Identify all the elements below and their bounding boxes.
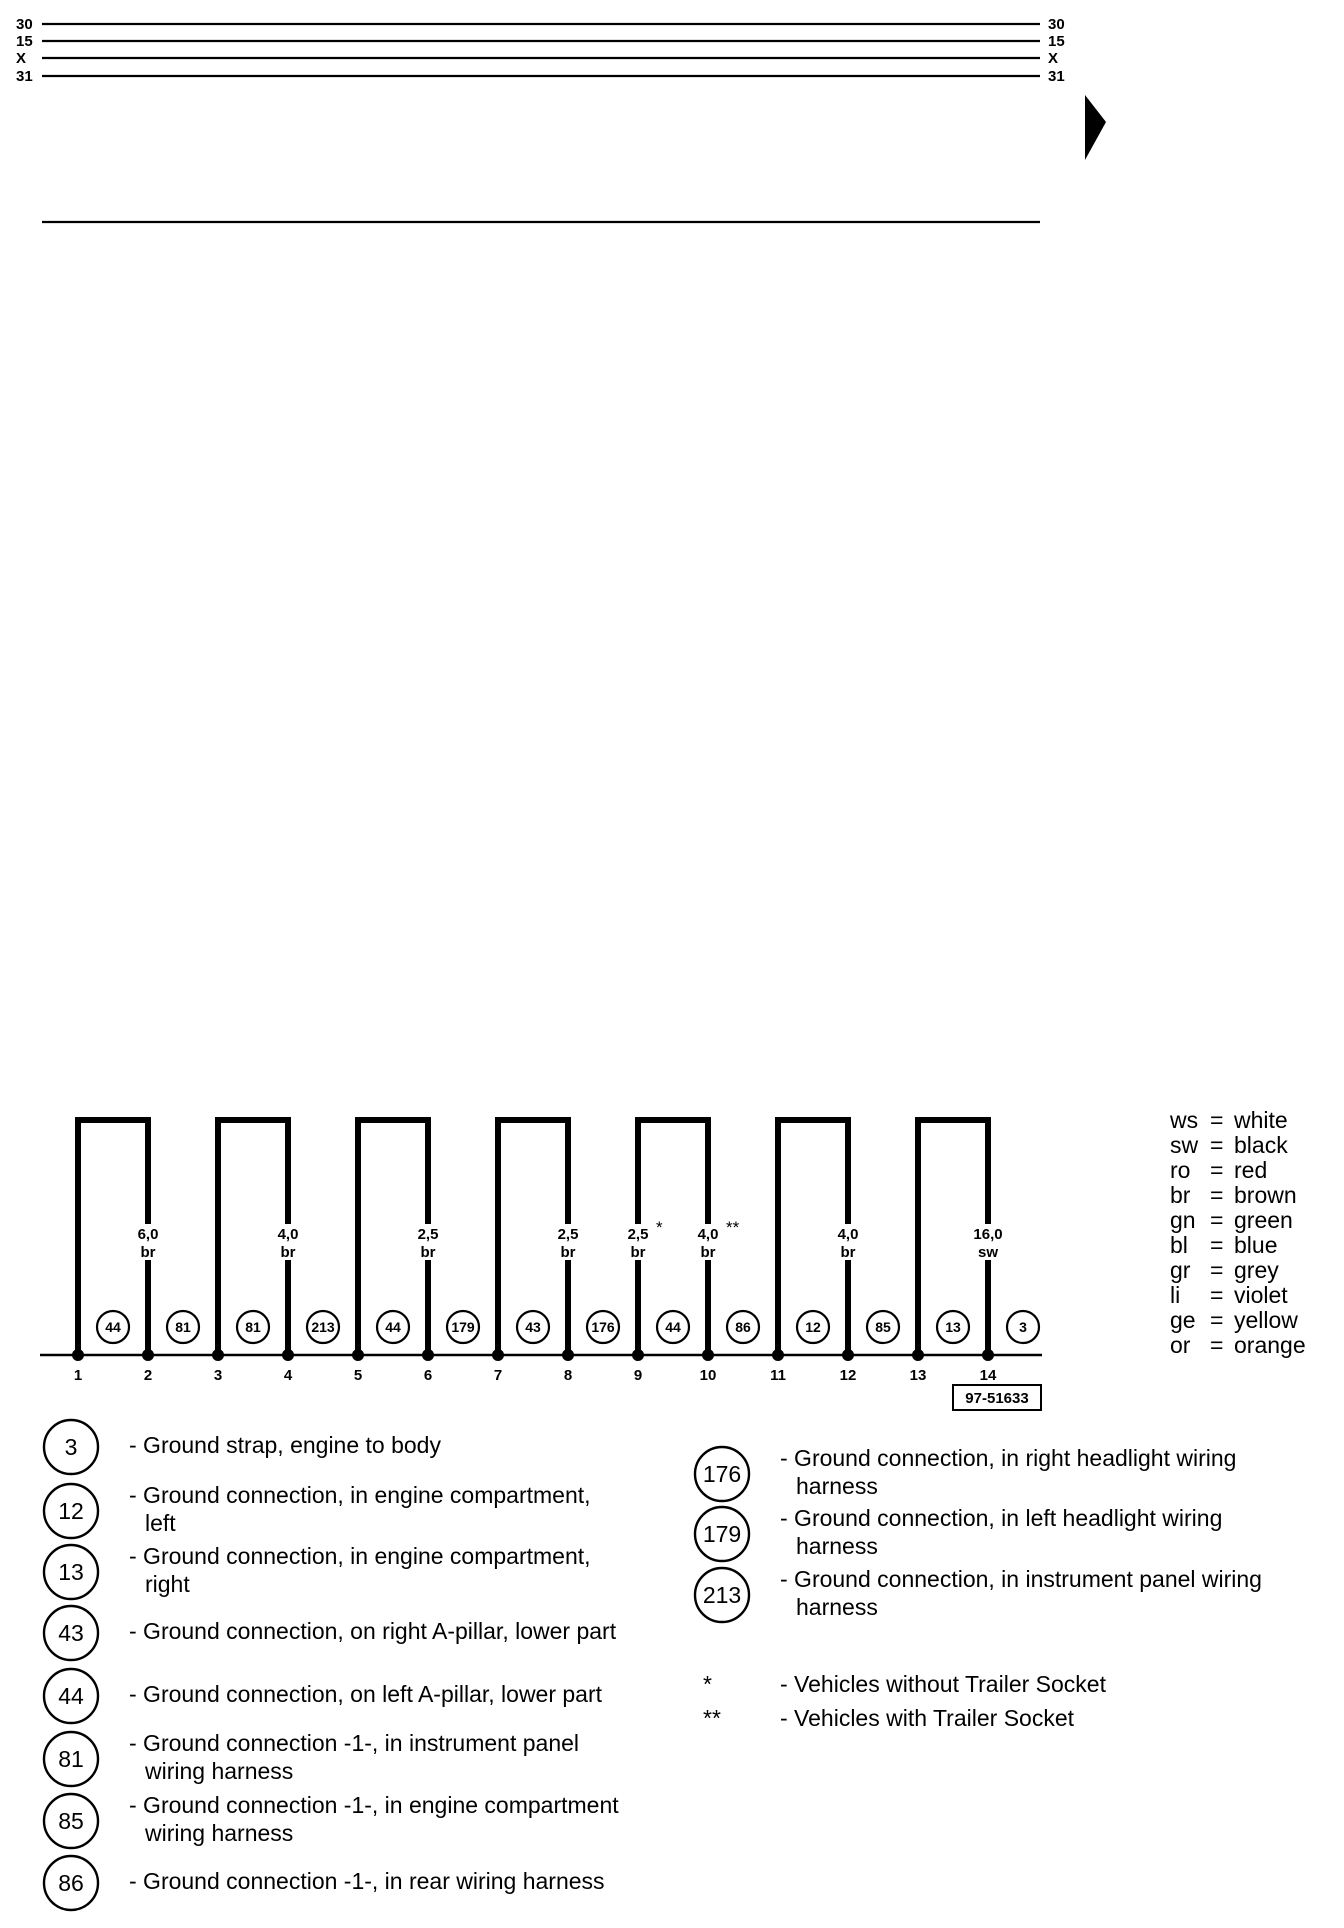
ground-point-number: 86 [735,1319,751,1335]
wire-size-label: 6,0 [137,1226,159,1243]
legend-abbreviation: bl [1170,1232,1188,1258]
wire-labels [132,1218,1004,1261]
legend-abbreviation: sw [1170,1132,1199,1158]
bus-label-left-31: 31 [16,68,33,85]
position-number: 1 [73,1367,83,1384]
description-text-continued: harness [796,1594,878,1620]
legend-color-name: violet [1234,1282,1288,1308]
connection-dot [282,1349,294,1361]
position-number: 11 [770,1367,786,1384]
connection-dot [772,1349,784,1361]
wire-size-label: 4,0 [837,1226,859,1243]
description-text: - Ground connection, on left A-pillar, lower part [129,1681,603,1707]
footnote-mark: * [703,1671,712,1697]
legend-abbreviation: ws [1170,1107,1199,1133]
description-text-continued: harness [796,1473,878,1499]
wire-size-label: 4,0 [697,1226,719,1243]
description-text-continued: left [145,1510,176,1536]
description-number: 213 [702,1582,742,1608]
legend-equals: = [1210,1282,1224,1308]
description-text: - Ground connection -1-, in instrument panel [129,1730,580,1756]
wire-size-label: 2,5 [627,1226,649,1243]
legend-color-name: white [1234,1107,1288,1133]
position-number: 10 [699,1367,717,1384]
description-text: - Ground connection -1-, in engine compartment [129,1792,619,1818]
ground-point-number: 179 [451,1319,475,1335]
wire-color-label: br [840,1244,856,1261]
connection-dot [842,1349,854,1361]
footnote-mark: ** [703,1705,721,1731]
position-number: 12 [839,1367,857,1384]
legend-abbreviation: gr [1170,1257,1191,1283]
description-text-continued: harness [796,1533,878,1559]
wire-size-label: 16,0 [973,1226,1003,1243]
legend-color-name: red [1234,1157,1268,1183]
ground-point-number: 13 [945,1319,961,1335]
description-text: - Ground connection, on right A-pillar, lower part [129,1618,617,1644]
ground-point-number: 85 [875,1319,891,1335]
wire-color-label: br [140,1244,156,1261]
connection-dot [562,1349,574,1361]
position-number: 9 [633,1367,643,1384]
legend-equals: = [1210,1157,1224,1183]
legend-abbreviation: gn [1170,1207,1196,1233]
color-legend [1169,1107,1306,1358]
description-number: 176 [702,1461,742,1487]
description-number: 44 [58,1683,84,1709]
position-number: 5 [353,1367,363,1384]
position-number: 4 [283,1367,293,1384]
wire-color-label: br [560,1244,576,1261]
continue-arrow-icon [1085,95,1106,160]
position-number: 6 [423,1367,433,1384]
ground-point-number: 81 [245,1319,261,1335]
connection-dot [702,1349,714,1361]
legend-color-name: brown [1234,1182,1297,1208]
legend-color-name: grey [1234,1257,1279,1283]
description-text-continued: wiring harness [145,1758,294,1784]
ground-point-number: 44 [105,1319,121,1335]
description-text: - Ground connection, in left headlight wiring [780,1505,1223,1531]
connection-dot [352,1349,364,1361]
wire-size-label: 2,5 [557,1226,579,1243]
ground-point-number: 176 [591,1319,615,1335]
wire-color-label: br [700,1244,716,1261]
footnote-text: - Vehicles without Trailer Socket [780,1671,1106,1697]
legend-abbreviation: li [1170,1282,1181,1308]
description-text: - Ground connection, in instrument panel wiring [780,1566,1262,1592]
legend-color-name: green [1234,1207,1293,1233]
legend-color-name: blue [1234,1232,1278,1258]
position-number: 14 [979,1367,997,1384]
ground-point-number: 44 [665,1319,681,1335]
description-text: - Ground connection, in engine compartment, [129,1543,591,1569]
connection-dot [142,1349,154,1361]
bus-label-right-x: X [1048,50,1059,67]
ground-point-number: 44 [385,1319,401,1335]
legend-color-name: orange [1234,1332,1306,1358]
ground-point-number: 213 [311,1319,335,1335]
wire-color-label: br [420,1244,436,1261]
legend-equals: = [1210,1257,1224,1283]
legend-abbreviation: ro [1170,1157,1191,1183]
description-text: - Ground strap, engine to body [129,1432,441,1458]
legend-color-name: black [1234,1132,1288,1158]
connection-dot [632,1349,644,1361]
ground-point-number: 43 [525,1319,541,1335]
wire-color-label: br [630,1244,646,1261]
bus-label-left-x: X [16,50,27,67]
connection-dot [912,1349,924,1361]
description-text-continued: right [145,1571,190,1597]
description-text: - Ground connection -1-, in rear wiring harness [129,1868,605,1894]
connection-dot [422,1349,434,1361]
legend-equals: = [1210,1207,1224,1233]
bus-label-left-15: 15 [16,33,33,50]
description-number: 3 [64,1434,78,1460]
wire-footnote-mark: * [656,1218,663,1237]
wire-size-label: 4,0 [277,1226,299,1243]
bus-lines [16,16,1065,85]
legend-equals: = [1210,1332,1224,1358]
position-number: 7 [493,1367,503,1384]
reference-box [953,1385,1041,1410]
legend-abbreviation: ge [1170,1307,1196,1333]
position-number: 8 [563,1367,573,1384]
description-number: 85 [58,1808,84,1834]
wire-footnote-mark: ** [726,1218,740,1237]
legend-abbreviation: or [1170,1332,1191,1358]
wire-color-label: br [280,1244,296,1261]
ground-descriptions-left [44,1420,619,1910]
reference-number: 97-51633 [965,1390,1029,1407]
description-number: 86 [58,1870,84,1896]
connection-dot [72,1349,84,1361]
footnote-text: - Vehicles with Trailer Socket [780,1705,1075,1731]
legend-color-name: yellow [1234,1307,1298,1333]
description-number: 13 [58,1559,84,1585]
wire-color-label: sw [977,1244,999,1261]
connection-dot [982,1349,994,1361]
footnotes [703,1671,1107,1731]
description-text: - Ground connection, in engine compartment, [129,1482,591,1508]
description-text-continued: wiring harness [145,1820,294,1846]
position-labels [74,1367,997,1384]
description-text: - Ground connection, in right headlight wiring [780,1445,1237,1471]
position-number: 2 [143,1367,153,1384]
description-number: 12 [58,1498,84,1524]
bus-label-left-30: 30 [16,16,33,33]
description-number: 81 [58,1746,84,1772]
description-number: 43 [58,1620,84,1646]
ground-point-number: 12 [805,1319,821,1335]
ground-descriptions-right [695,1445,1262,1622]
position-number: 3 [213,1367,223,1384]
description-number: 179 [702,1521,742,1547]
legend-equals: = [1210,1232,1224,1258]
legend-equals: = [1210,1182,1224,1208]
bus-label-right-15: 15 [1048,33,1065,50]
position-number: 13 [909,1367,927,1384]
connection-dot [212,1349,224,1361]
bus-label-right-31: 31 [1048,68,1065,85]
legend-equals: = [1210,1132,1224,1158]
legend-abbreviation: br [1170,1182,1191,1208]
legend-equals: = [1210,1107,1224,1133]
legend-equals: = [1210,1307,1224,1333]
ground-point-number: 81 [175,1319,191,1335]
connection-dot [492,1349,504,1361]
wire-size-label: 2,5 [417,1226,439,1243]
bus-label-right-30: 30 [1048,16,1065,33]
ground-point-number: 3 [1019,1319,1027,1335]
